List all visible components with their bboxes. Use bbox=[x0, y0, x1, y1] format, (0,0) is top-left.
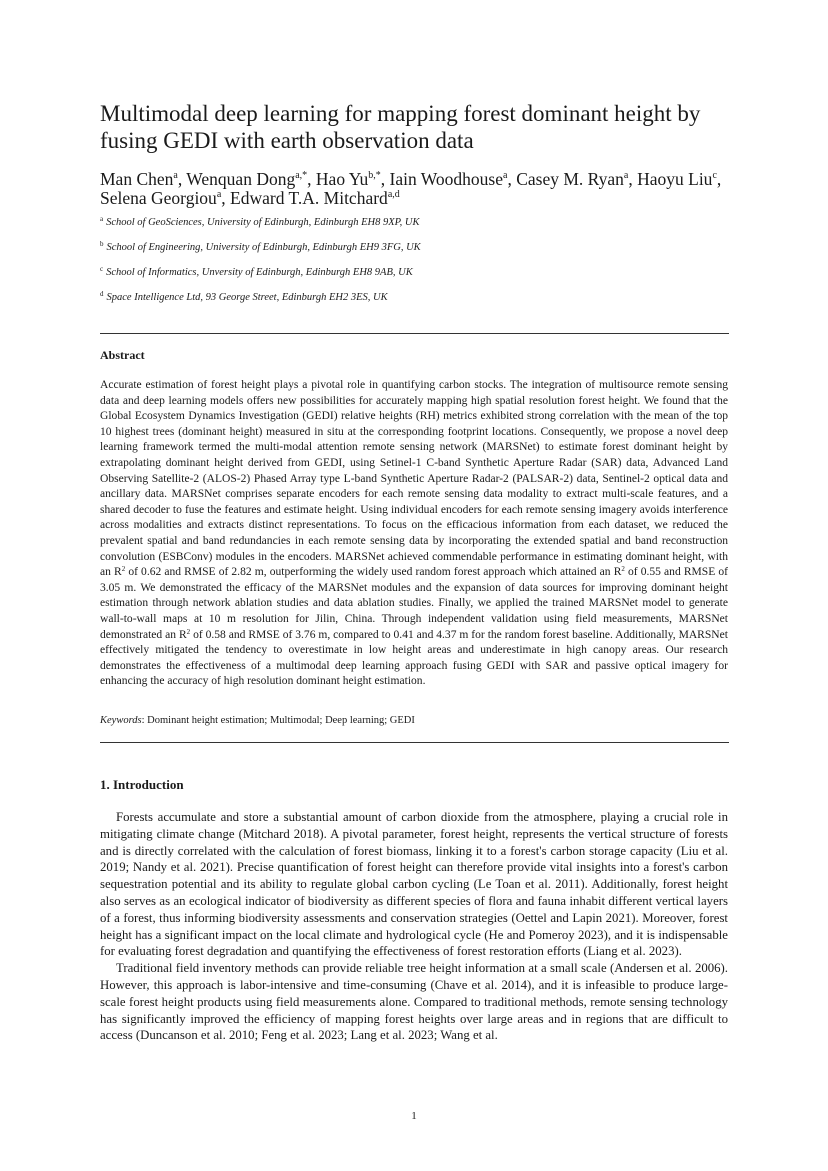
abstract-heading: Abstract bbox=[100, 348, 145, 362]
abstract-segment: of 0.55 and RMSE of 3.05 m. We demonstrated the efficacy of the MARSNet modules and the expansion of data sources for improving dominant height estimation through network ablation studies and data ablation studies. Finally, we applied the trained MARSNet model to generate wall-to-wall maps at 10 m resolution for Jilin, China. Through independent validation using field measurements, MARSNet demonstrated an R bbox=[100, 566, 728, 641]
author-separator: , bbox=[716, 169, 722, 189]
paper-title: Multimodal deep learning for mapping forest dominant height by fusing GEDI with earth observation data bbox=[100, 101, 701, 153]
keywords-line bbox=[100, 715, 415, 726]
author bbox=[516, 169, 637, 189]
keywords-label: Keywords bbox=[100, 715, 142, 726]
page-number: 1 bbox=[411, 1110, 417, 1122]
author-name: Hao Yu bbox=[315, 169, 369, 189]
superscript: 2 bbox=[121, 565, 126, 574]
author-name: Edward T.A. Mitchard bbox=[230, 188, 388, 208]
author bbox=[637, 169, 721, 189]
author-name: Haoyu Liu bbox=[637, 169, 713, 189]
author bbox=[316, 169, 390, 189]
author-affiliation-mark: a bbox=[216, 189, 222, 200]
paragraph: Traditional field inventory methods can provide reliable tree height information at a small scale (Andersen et al. 2006). However, this approach is labor-intensive and time-consuming (Chave et al. 2014), and it is infeasible to produce large-scale forest height products using field measurements alone. Compared to traditional methods, remote sensing technology has significantly improved the efficiency of mapping forest heights over large areas and in regions that are difficult to access (Duncanson et al. 2010; Feng et al. 2023; Lang et al. 2023; Wang et al. bbox=[100, 961, 728, 1043]
author-separator: , bbox=[221, 188, 231, 208]
author bbox=[100, 169, 186, 189]
author bbox=[100, 188, 230, 208]
author-name: Casey M. Ryan bbox=[516, 169, 624, 189]
author-affiliation-mark: a,* bbox=[295, 170, 308, 181]
divider-rule bbox=[100, 742, 729, 743]
author-affiliation-mark: a,d bbox=[387, 189, 400, 200]
keywords-list: : Dominant height estimation; Multimodal; Deep learning; GEDI bbox=[141, 715, 415, 726]
author-affiliation-mark: a bbox=[623, 170, 629, 181]
author-name: Selena Georgiou bbox=[100, 188, 217, 208]
affiliation-mark: b bbox=[100, 240, 104, 248]
author-separator: , bbox=[307, 169, 316, 189]
divider-rule bbox=[100, 333, 729, 334]
superscript: 2 bbox=[621, 565, 625, 574]
affiliation-text: Space Intelligence Ltd, 93 George Street, Edinburgh EH2 3ES, UK bbox=[106, 292, 388, 303]
author bbox=[390, 169, 517, 189]
author-separator: , bbox=[380, 169, 390, 189]
author-name: Iain Woodhouse bbox=[389, 169, 503, 189]
affiliation bbox=[100, 292, 388, 303]
author-name: Man Chen bbox=[100, 169, 174, 189]
author-affiliation-mark: a bbox=[502, 170, 508, 181]
affiliation-mark: a bbox=[100, 215, 104, 223]
abstract-segment: Accurate estimation of forest height plays a pivotal role in quantifying carbon stocks. The integration of multisource remote sensing data and deep learning models offers new possibilities for accurately mapping high spatial resolution forest height. We found that the Global Ecosystem Dynamics Investigation (GEDI) relative heights (RH) metrics exhibited strong correlation with the mean of the top 10 highest trees (dominant height) measured in situ at the corresponding footprint locations. Consequently, we propose a novel deep learning framework termed the multi-modal attention remote sensing network (MARSNet) to estimate forest dominant height by extrapolating dominant height derived from GEDI, using Setinel-1 C-band Synthetic Aperture Radar (SAR) data, Advanced Land Observing Satellite-2 (ALOS-2) Phased Array type L-band Synthetic Aperture Radar-2 (PALSAR-2) data, Sentinel-2 optical data and ancillary data. MARSNet comprises separate encoders for each remote sensing data modality to extract multi-scale features, and a shared decoder to fuse the features and estimate height. Using individual encoders for each remote sensing imagery avoids interference across modalities and extracts distinct representations. To focus on the efficacious information from each dataset, we reduced the prevalent spatial and band redundancies in each remote sensing data by incorporating the extended spatial and band reconstruction convolution (ESBConv) modules in the encoders. MARSNet achieved commendable performance in estimating dominant height, with an R bbox=[100, 379, 728, 579]
affiliation-text: School of Informatics, Unversity of Edinburgh, Edinburgh EH8 9AB, UK bbox=[106, 267, 413, 278]
author-name: Wenquan Dong bbox=[186, 169, 296, 189]
affiliation-mark: d bbox=[100, 290, 104, 298]
abstract-segment: of 0.58 and RMSE of 3.76 m, compared to 0.41 and 4.37 m for the random forest baseline. Additionally, MARSNet effectively mitigated the tendency to overestimate in low height areas and underestimate in high canopy areas. Our research demonstrates the effectiveness of a multimodal deep learning approach fusing GEDI with SAR and passive optical imagery for enhancing the accuracy of high resolution dominant height estimation. bbox=[100, 628, 728, 688]
section-heading: 1. Introduction bbox=[100, 777, 184, 792]
author-separator: , bbox=[507, 169, 517, 189]
affiliation bbox=[100, 217, 420, 228]
affiliation bbox=[100, 267, 413, 278]
affiliation bbox=[100, 242, 421, 253]
affiliation-mark: c bbox=[100, 265, 104, 273]
paragraph: Forests accumulate and store a substantial amount of carbon dioxide from the atmosphere, playing a crucial role in mitigating climate change (Mitchard 2018). A pivotal parameter, forest height, represents the vertical structure of forests and is directly correlated with the calculation of forest biomass, linking it to a forest's carbon storage capacity (Liu et al. 2019; Nandy et al. 2021). Precise quantification of forest height can therefore provide vital insights into a forest's carbon sequestration potential and its ability to regulate global carbon cycling (Le Toan et al. 2011). Additionally, forest height also serves as an ecological indicator of biodiversity as different species of flora and fauna inhabit different vertical layers of a forest, thus informing biodiversity assessments and conservation strategies (Oettel and Lapin 2021). Moreover, forest height has a significant impact on the local climate and hydrological cycle (He and Pomeroy 2023), and it is indispensable for evaluating forest degradation and quantifying the effectiveness of forest restoration efforts (Liang et al. 2023). bbox=[100, 810, 728, 959]
introduction-body bbox=[100, 809, 728, 1044]
author-affiliation-mark: c bbox=[712, 170, 717, 181]
author bbox=[230, 188, 400, 208]
author-affiliation-mark: a bbox=[173, 170, 178, 181]
abstract-text bbox=[100, 378, 728, 690]
superscript: 2 bbox=[186, 627, 191, 636]
author-separator: , bbox=[628, 169, 638, 189]
author bbox=[186, 169, 316, 189]
abstract-segment: of 0.62 and RMSE of 2.82 m, outperforming the widely used random forest approach which attained an R bbox=[125, 566, 622, 579]
author-affiliation-mark: b,* bbox=[368, 170, 381, 181]
affiliation-text: School of GeoSciences, University of Edinburgh, Edinburgh EH8 9XP, UK bbox=[106, 217, 420, 228]
author-separator: , bbox=[177, 169, 187, 189]
author-list bbox=[100, 170, 740, 208]
affiliation-text: School of Engineering, University of Edinburgh, Edinburgh EH9 3FG, UK bbox=[106, 242, 421, 253]
